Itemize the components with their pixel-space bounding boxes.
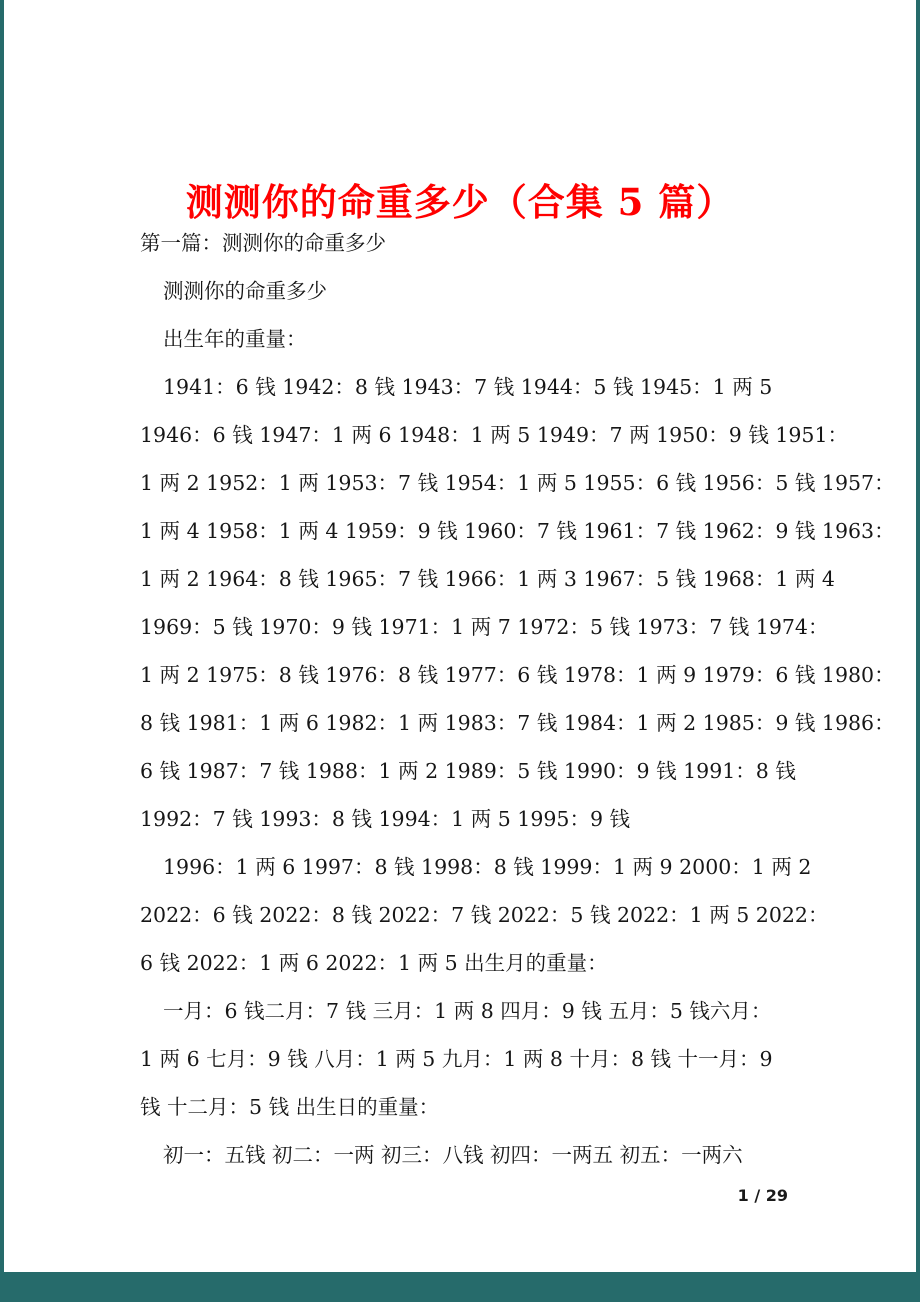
page-title: 测测你的命重多少（合集 5 篇） xyxy=(185,179,735,224)
text-line: 1941：6 钱 1942：8 钱 1943：7 钱 1944：5 钱 1945：1 两 5 xyxy=(163,375,773,399)
document-body xyxy=(140,219,895,1179)
text-line: 6 钱 2022：1 两 6 2022：1 两 5 出生月的重量： xyxy=(140,951,608,975)
text-line: 一月：6 钱二月：7 钱 三月：1 两 8 四月：9 钱 五月：5 钱六月： xyxy=(163,999,772,1023)
text-line: 6 钱 1987：7 钱 1988：1 两 2 1989：5 钱 1990：9 钱 1991：8 钱 xyxy=(140,759,796,783)
text-line: 1 两 6 七月：9 钱 八月：1 两 5 九月：1 两 8 十月：8 钱 十一月：9 xyxy=(140,1047,773,1071)
text-line: 第一篇：测测你的命重多少 xyxy=(140,231,386,255)
text-line: 出生年的重量： xyxy=(163,327,307,351)
text-line: 钱 十二月：5 钱 出生日的重量： xyxy=(140,1095,440,1119)
text-line: 1969：5 钱 1970：9 钱 1971：1 两 7 1972：5 钱 1973：7 钱 1974： xyxy=(140,615,829,639)
text-line: 1 两 2 1975：8 钱 1976：8 钱 1977：6 钱 1978：1 两 9 1979：6 钱 1980： xyxy=(140,663,895,687)
text-line: 1996：1 两 6 1997：8 钱 1998：8 钱 1999：1 两 9 2000：1 两 2 xyxy=(163,855,812,879)
text-line: 8 钱 1981：1 两 6 1982：1 两 1983：7 钱 1984：1 两 2 1985：9 钱 1986： xyxy=(140,711,895,735)
text-line: 1 两 4 1958：1 两 4 1959：9 钱 1960：7 钱 1961：7 钱 1962：9 钱 1963： xyxy=(140,519,895,543)
text-line: 初一：五钱 初二：一两 初三：八钱 初四：一两五 初五：一两六 xyxy=(163,1143,743,1167)
text-line: 测测你的命重多少 xyxy=(163,279,327,303)
text-line: 1 两 2 1952：1 两 1953：7 钱 1954：1 两 5 1955：6 钱 1956：5 钱 1957： xyxy=(140,471,895,495)
text-line: 1992：7 钱 1993：8 钱 1994：1 两 5 1995：9 钱 xyxy=(140,807,631,831)
text-line: 2022：6 钱 2022：8 钱 2022：7 钱 2022：5 钱 2022：1 两 5 2022： xyxy=(140,903,829,927)
page-border-left xyxy=(0,0,4,1302)
page-border-bottom xyxy=(0,1272,920,1302)
page-number: 1 / 29 xyxy=(737,1186,788,1205)
text-line: 1 两 2 1964：8 钱 1965：7 钱 1966：1 两 3 1967：5 钱 1968：1 两 4 xyxy=(140,567,835,591)
page-border-right xyxy=(916,0,920,1302)
text-line: 1946：6 钱 1947：1 两 6 1948：1 两 5 1949：7 两 1950：9 钱 1951： xyxy=(140,423,849,447)
